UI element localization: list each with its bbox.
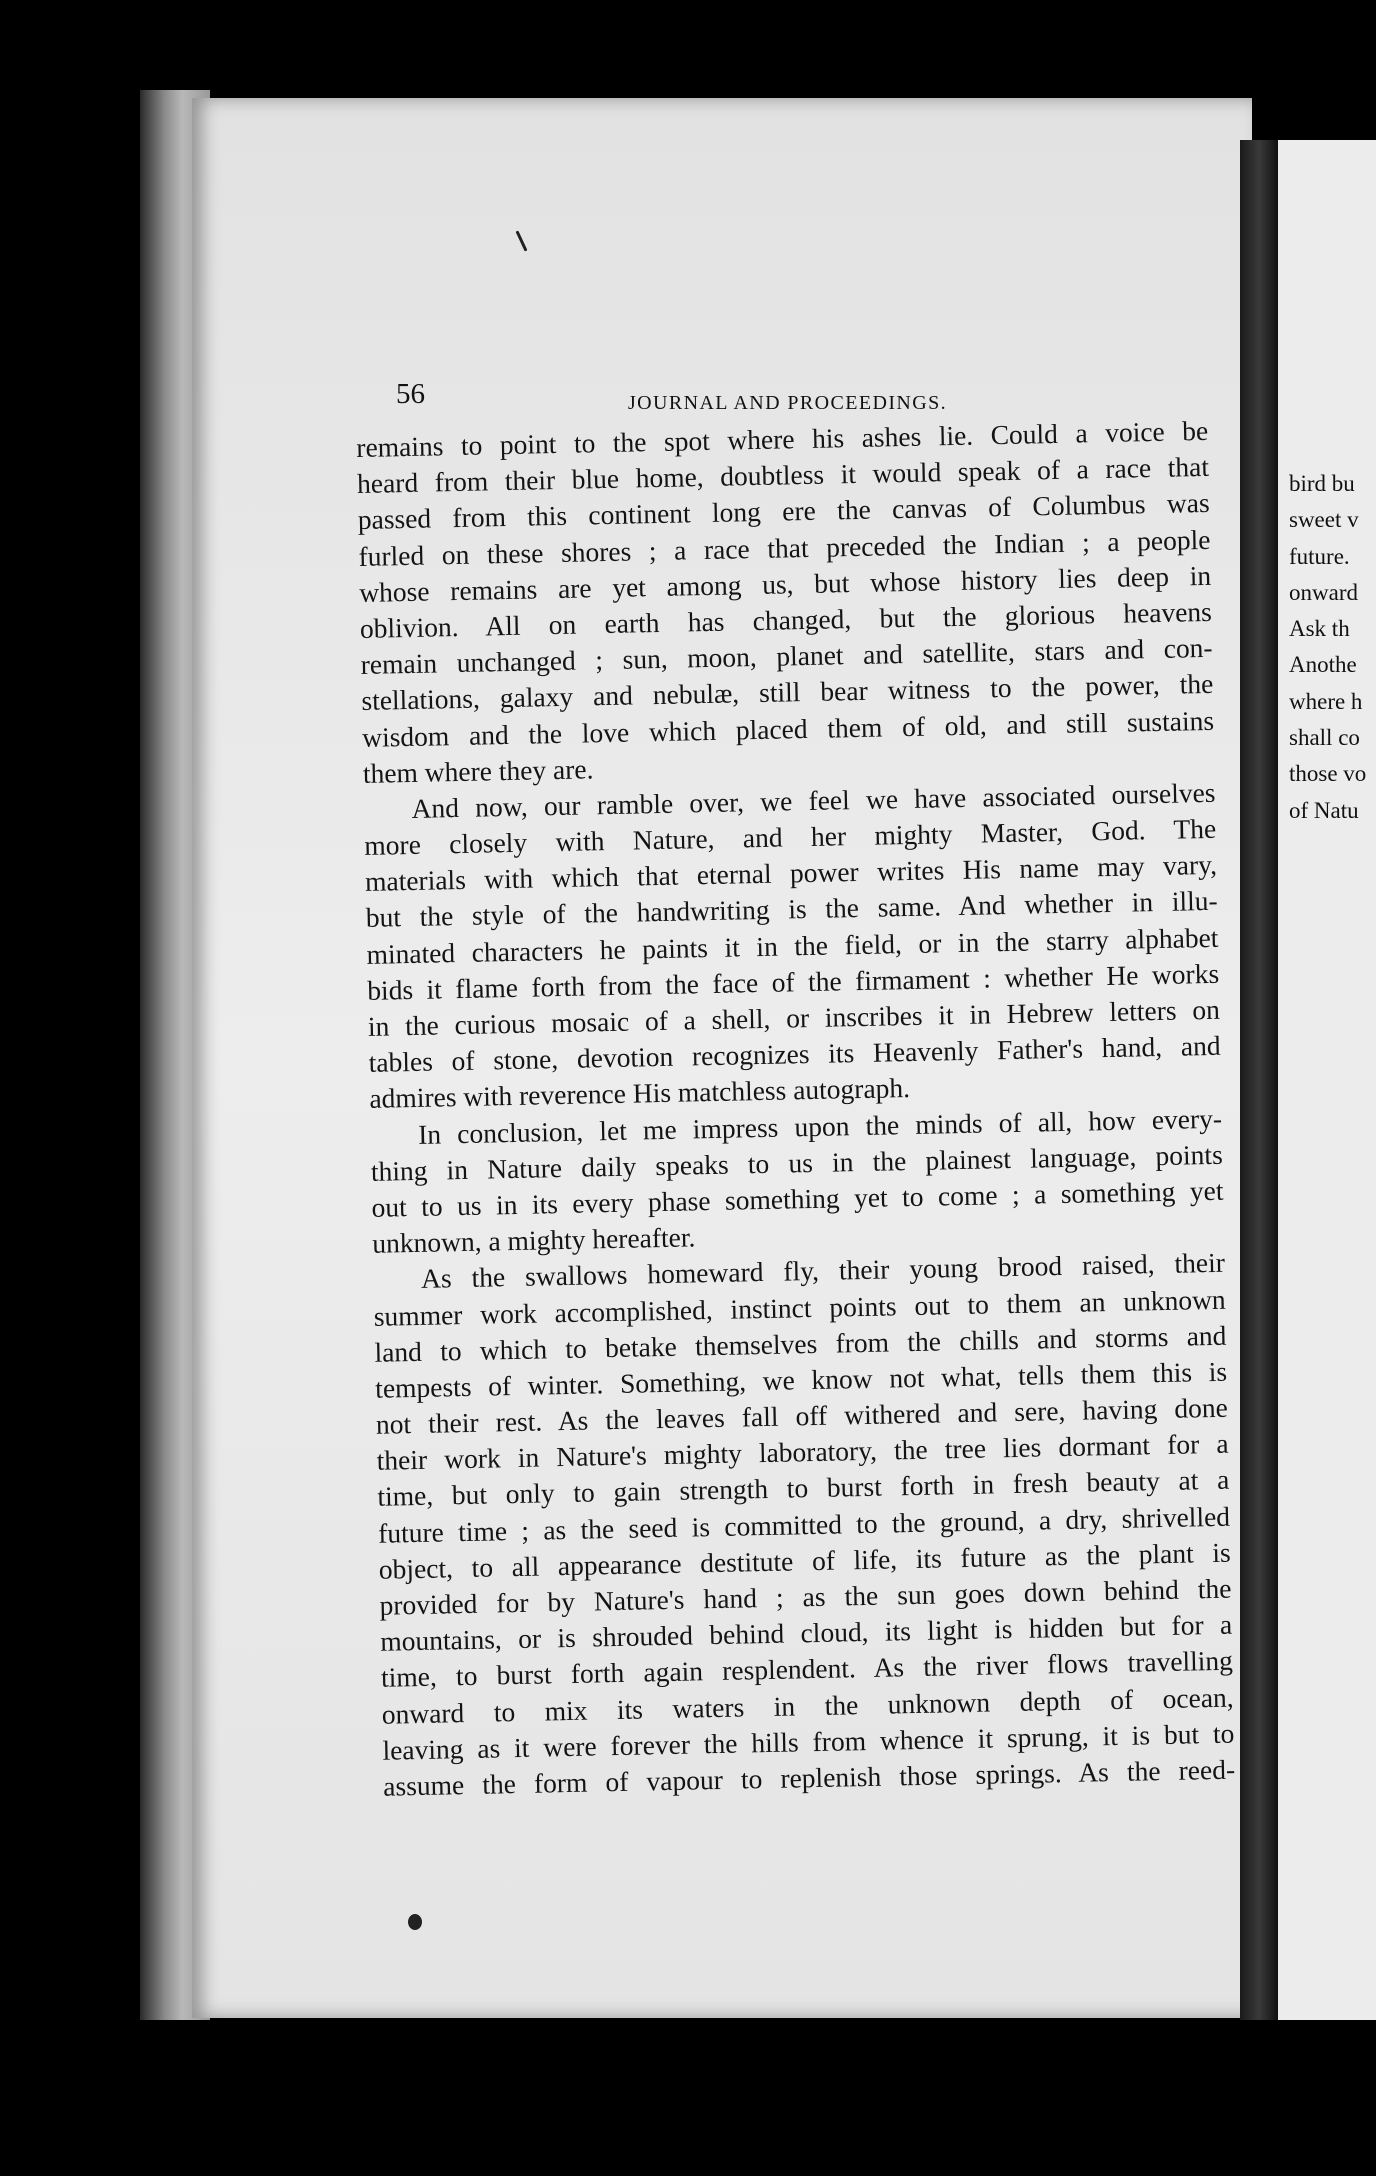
facing-page-line: future. bbox=[1289, 543, 1350, 569]
text-line: but the style of the handwriting is the same. And whether in illu- bbox=[365, 885, 1218, 934]
text-line: remain unchanged ; sun, moon, planet and satellite, stars and con- bbox=[360, 631, 1213, 681]
text-line: land to which to betake themselves from the chills and storms and bbox=[374, 1319, 1227, 1368]
text-line: And now, our ramble over, we feel we have associated ourselves bbox=[411, 776, 1216, 824]
running-head: JOURNAL AND PROCEEDINGS. bbox=[628, 392, 947, 414]
text-line: furled on these shores ; a race that preceded the Indian ; a people bbox=[358, 523, 1211, 572]
book-gutter-shadow bbox=[1240, 140, 1278, 2020]
facing-page-line: sweet v bbox=[1289, 507, 1359, 533]
text-line: remains to point to the spot where his ashes lie. Could a voice be bbox=[356, 414, 1209, 463]
text-line: whose remains are yet among us, but whose history lies deep in bbox=[358, 559, 1212, 608]
text-line: assume the form of vapour to replenish those springs. As the reed- bbox=[382, 1753, 1236, 1802]
text-line: admires with reverence His matchless autograph. bbox=[369, 1072, 911, 1115]
facing-page-line: shall co bbox=[1289, 725, 1360, 751]
facing-page-fragment bbox=[1278, 140, 1376, 2020]
page-number: 56 bbox=[396, 378, 425, 410]
text-line: their work in Nature's mighty laboratory, the tree lies dormant for a bbox=[376, 1427, 1229, 1477]
text-line: in the curious mosaic of a shell, or inscribes it in Hebrew letters on bbox=[367, 993, 1221, 1042]
text-line: out to us in its every phase something yet to come ; a something yet bbox=[371, 1174, 1224, 1223]
facing-page-line: Anothe bbox=[1289, 652, 1357, 678]
facing-page-line: Ask th bbox=[1289, 616, 1350, 642]
text-line: time, to burst forth again resplendent. As the river flows travelling bbox=[380, 1645, 1234, 1694]
facing-page-line: where h bbox=[1289, 688, 1363, 714]
text-line: heard from their blue home, doubtless it would speak of a race that bbox=[356, 451, 1210, 500]
text-line: passed from this continent long ere the canvas of Columbus was bbox=[357, 487, 1210, 536]
text-line: tempests of winter. Something, we know not what, tells them this is bbox=[374, 1355, 1228, 1404]
text-line: future time ; as the seed is committed to the ground, a dry, shrivelled bbox=[377, 1500, 1231, 1549]
facing-page-line: bird bu bbox=[1289, 471, 1355, 496]
body-text bbox=[356, 413, 1235, 1805]
ink-speck bbox=[408, 1914, 422, 1930]
text-line: unknown, a mighty hereafter. bbox=[372, 1221, 696, 1259]
text-line: oblivion. All on earth has changed, but the glorious heavens bbox=[359, 595, 1213, 644]
text-line: In conclusion, let me impress upon the minds of all, how every- bbox=[417, 1102, 1223, 1150]
text-line: time, but only to gain strength to burst forth in fresh beauty at a bbox=[377, 1464, 1230, 1513]
text-line: minated characters he paints it in the field, or in the starry alphabet bbox=[366, 921, 1219, 970]
text-line: materials with which that eternal power writes His name may vary, bbox=[364, 849, 1218, 898]
text-line: mountains, or is shrouded behind cloud, its light is hidden but for a bbox=[380, 1608, 1233, 1657]
text-line: onward to mix its waters in the unknown depth of ocean, bbox=[381, 1681, 1234, 1730]
text-line: object, to all appearance destitute of life, its future as the plant is bbox=[378, 1536, 1232, 1585]
text-line: leaving as it were forever the hills from whence it sprung, it is but to bbox=[382, 1717, 1235, 1766]
text-line: As the swallows homeward fly, their young brood raised, their bbox=[420, 1247, 1226, 1295]
text-line: thing in Nature daily speaks to us in the plainest language, points bbox=[370, 1138, 1224, 1187]
facing-page-line: onward bbox=[1289, 579, 1358, 605]
text-line: summer work accomplished, instinct points out to them an unknown bbox=[373, 1283, 1226, 1332]
text-line: stellations, galaxy and nebulæ, still bear witness to the power, the bbox=[361, 668, 1214, 717]
text-line: provided for by Nature's hand ; as the sun goes down behind the bbox=[379, 1572, 1232, 1621]
facing-page-line: of Natu bbox=[1289, 797, 1359, 823]
text-line: them where they are. bbox=[362, 752, 594, 789]
text-line: bids it flame forth from the face of the firmament : whether He works bbox=[366, 957, 1220, 1006]
text-line: tables of stone, devotion recognizes its Heavenly Father's hand, and bbox=[368, 1029, 1221, 1079]
text-line: wisdom and the love which placed them of old, and still sustains bbox=[361, 704, 1215, 753]
text-line: more closely with Nature, and her mighty Master, God. The bbox=[364, 812, 1217, 861]
text-line: not their rest. As the leaves fall off withered and sere, having done bbox=[375, 1391, 1229, 1440]
facing-page-line: those vo bbox=[1289, 761, 1367, 787]
